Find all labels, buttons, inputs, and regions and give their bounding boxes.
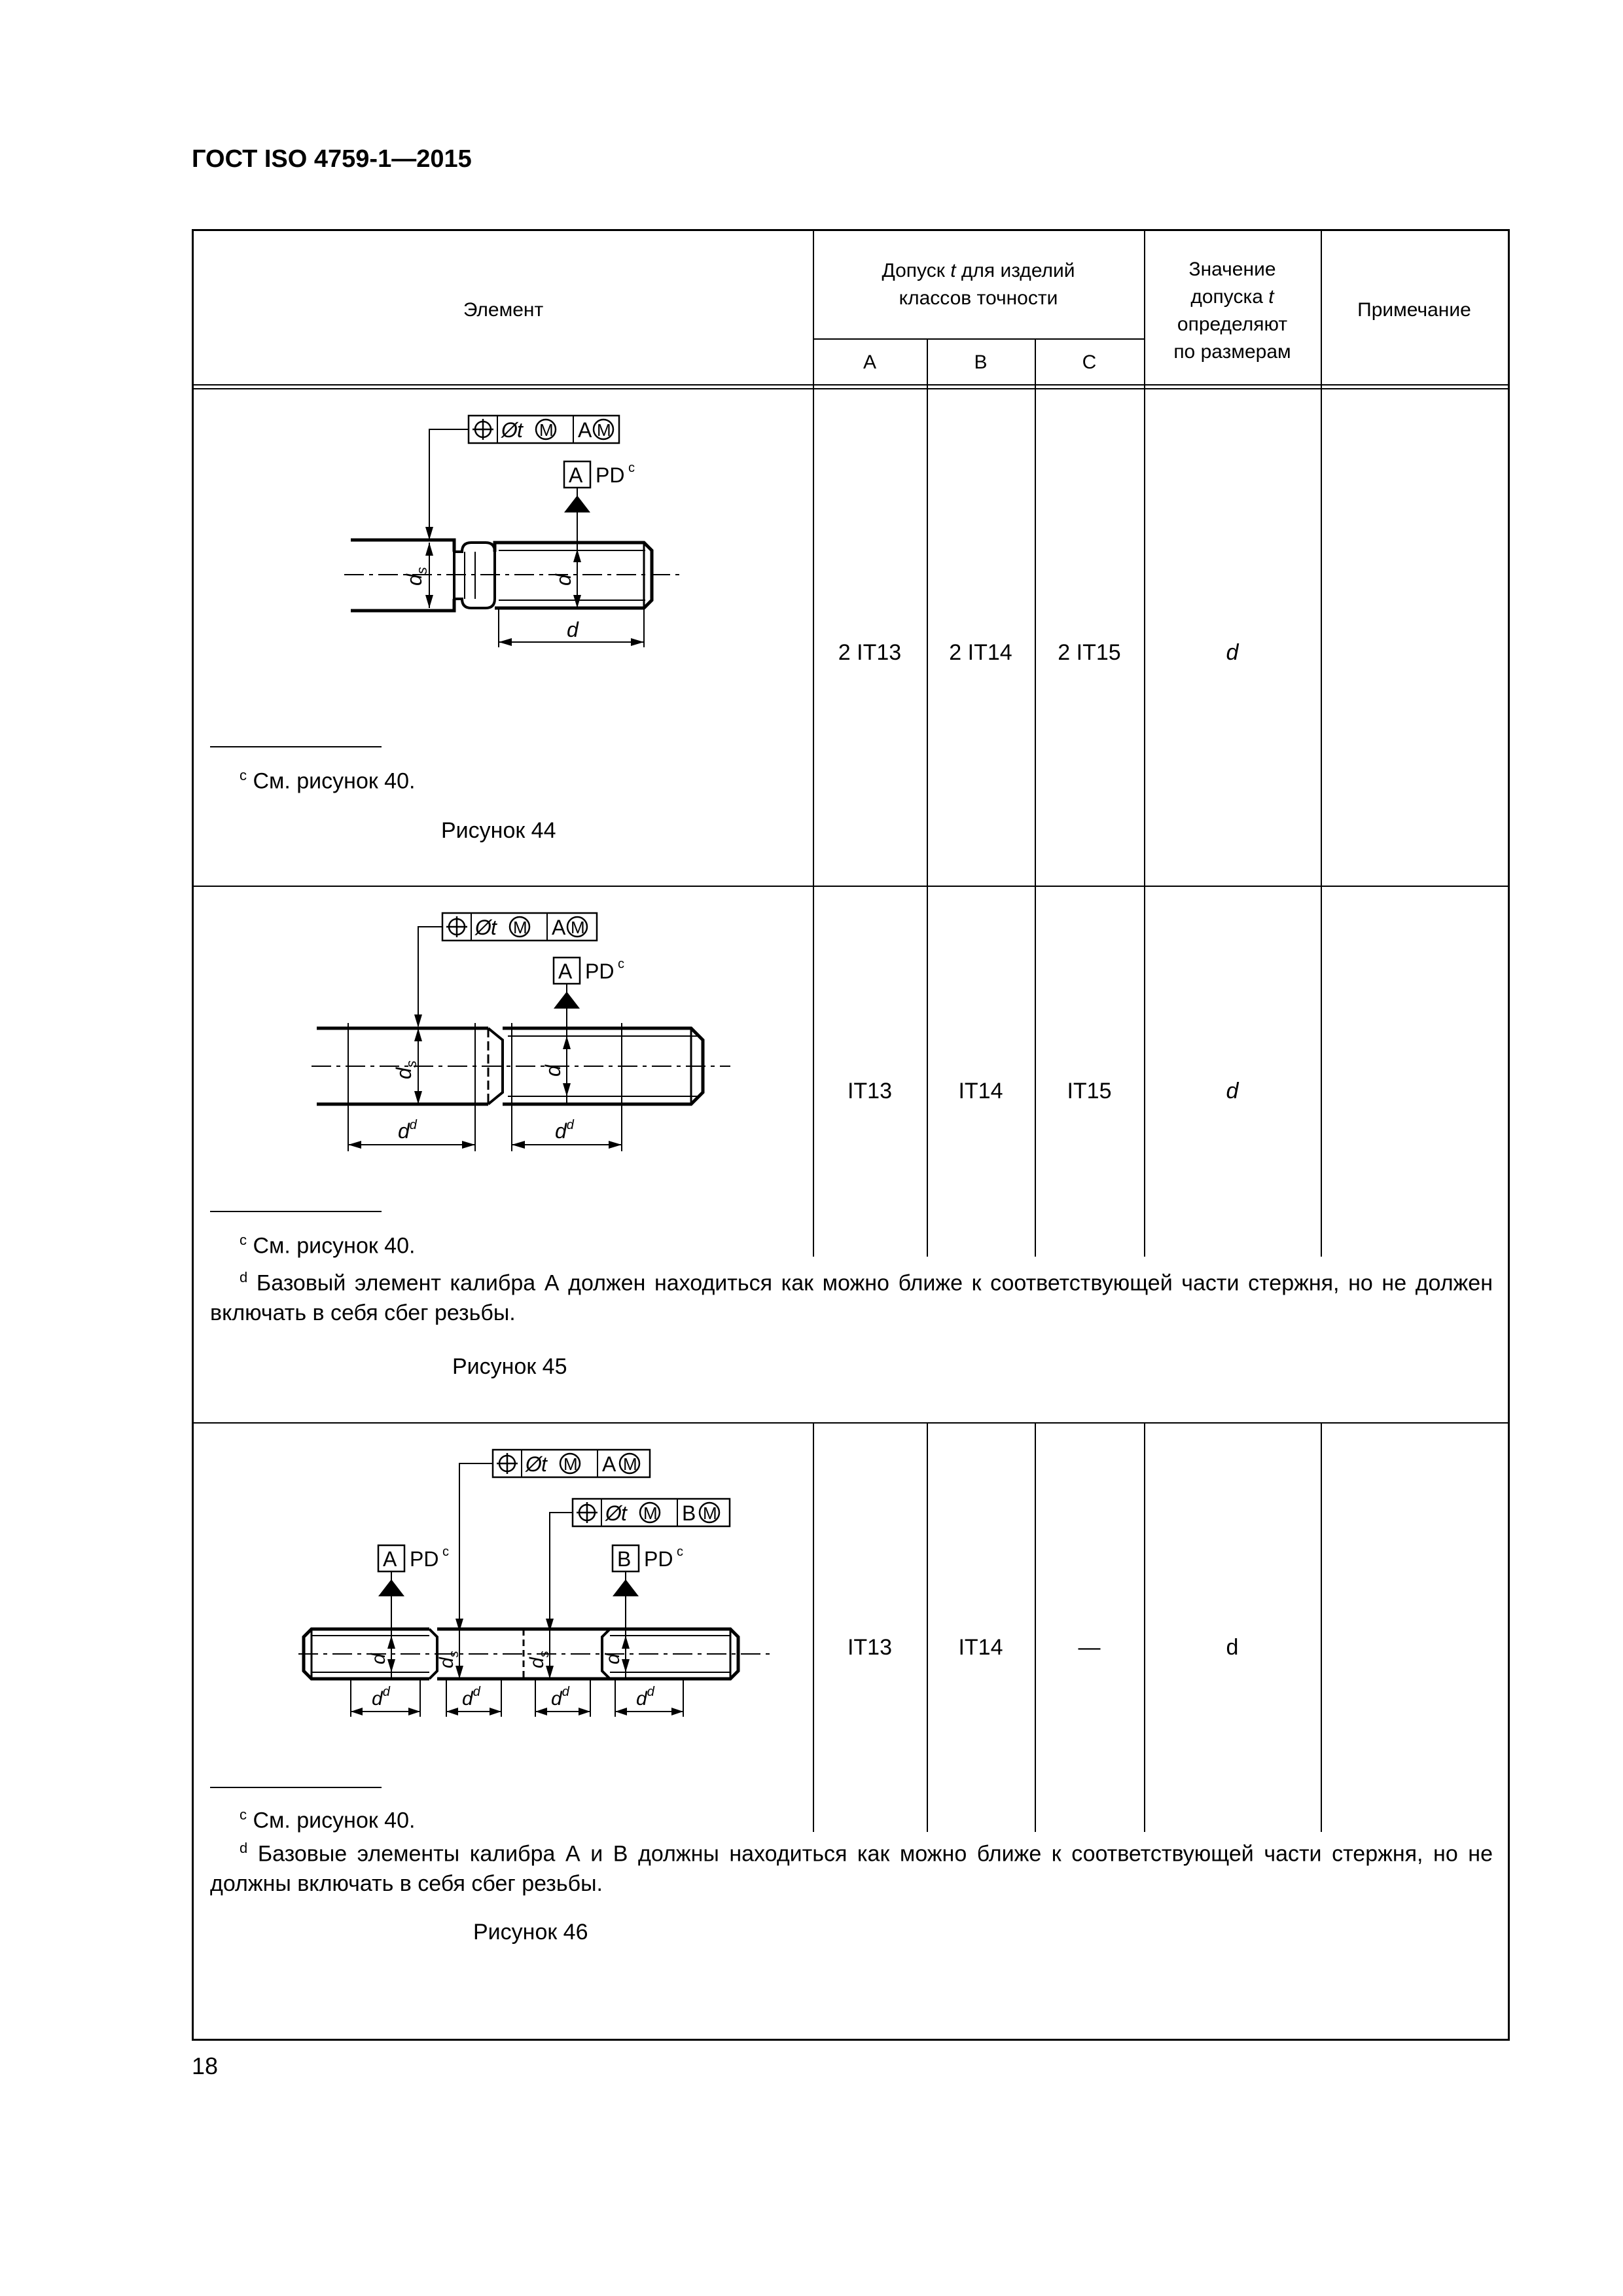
col-divider bbox=[1035, 338, 1036, 1257]
dim-letter: d bbox=[436, 1657, 457, 1668]
row-divider bbox=[813, 338, 1144, 340]
col-divider bbox=[927, 1422, 928, 1832]
tolerance-symbol: t bbox=[517, 418, 523, 442]
pd-superscript: c bbox=[618, 957, 624, 971]
mmc-letter: M bbox=[539, 420, 554, 440]
header-tolerance-text: Допуск bbox=[882, 260, 951, 281]
datum-label: A bbox=[569, 463, 583, 487]
dim-superscript: d bbox=[409, 1118, 417, 1132]
dim-letter: d bbox=[392, 1067, 416, 1079]
footnote-marker: c bbox=[240, 767, 247, 783]
mmc-letter: M bbox=[571, 918, 585, 937]
footnote-text: Базовые элементы калибра А и В должны находиться как можно ближе к соответствующей части стержня, но не должны включать в себя сбег резьбы. bbox=[210, 1841, 1493, 1897]
mmc-letter: M bbox=[563, 1454, 578, 1474]
row3-footnote-c bbox=[240, 1799, 415, 1836]
tolerance-table bbox=[192, 229, 1510, 2041]
page-number: 18 bbox=[192, 2053, 219, 2079]
datum-label: A bbox=[383, 1547, 397, 1571]
footnote-separator bbox=[210, 1211, 382, 1212]
header-value-text: определяют bbox=[1177, 314, 1288, 335]
dim-superscript: d bbox=[382, 1685, 390, 1699]
footnote-text: См. рисунок 40. bbox=[253, 768, 416, 794]
diameter-symbol: Ø bbox=[501, 418, 518, 442]
col-divider bbox=[1035, 1422, 1036, 1832]
mmc-letter: M bbox=[513, 918, 527, 937]
dim-label bbox=[372, 1685, 391, 1710]
row3-caption: Рисунок 46 bbox=[473, 1920, 588, 1945]
mmc-letter: M bbox=[597, 420, 611, 440]
dim-superscript: d bbox=[566, 1118, 574, 1132]
dim-subscript: s bbox=[403, 1060, 419, 1068]
dim-d: d bbox=[567, 618, 579, 641]
tolerance-symbol: t bbox=[621, 1501, 627, 1525]
footnote-marker: d bbox=[240, 1840, 248, 1856]
diameter-symbol: Ø bbox=[475, 916, 491, 939]
row1-footnote-c bbox=[240, 760, 415, 797]
row1-class-b: 2 IT14 bbox=[949, 640, 1012, 665]
datum-ref: A bbox=[552, 916, 566, 939]
header-tolerance-text: для изделий bbox=[955, 260, 1075, 281]
datum-ref: B bbox=[682, 1501, 696, 1525]
footnote-separator bbox=[210, 1787, 382, 1788]
header-value-text: по размерам bbox=[1173, 341, 1291, 363]
pd-superscript: c bbox=[628, 461, 635, 475]
header-note: Примечание bbox=[1357, 299, 1471, 321]
col-divider bbox=[927, 338, 928, 1257]
row2-class-b: IT14 bbox=[958, 1079, 1003, 1103]
figure-44-drawing bbox=[344, 414, 711, 702]
row-divider bbox=[194, 1422, 1508, 1424]
row2-footnote-d bbox=[210, 1263, 1493, 1328]
dim-letter: d bbox=[636, 1688, 647, 1710]
dim-letter: d bbox=[398, 1119, 410, 1143]
row1-class-a: 2 IT13 bbox=[838, 640, 902, 665]
dim-d: d bbox=[368, 1653, 389, 1664]
pd-label: PD bbox=[644, 1547, 673, 1571]
mmc-letter: M bbox=[703, 1503, 717, 1523]
dim-superscript: d bbox=[562, 1685, 569, 1699]
row2-footnote-c bbox=[240, 1225, 415, 1261]
row1-class-c: 2 IT15 bbox=[1058, 640, 1121, 665]
row2-class-c: IT15 bbox=[1067, 1079, 1112, 1103]
row-divider bbox=[194, 384, 1508, 386]
dim-ds bbox=[392, 1060, 419, 1079]
footnote-marker: c bbox=[240, 1232, 247, 1248]
dim-letter: d bbox=[402, 574, 426, 586]
row3-class-a: IT13 bbox=[847, 1635, 893, 1660]
col-divider bbox=[1321, 1422, 1322, 1832]
diameter-symbol: Ø bbox=[526, 1452, 542, 1476]
dim-d: d bbox=[602, 1653, 624, 1664]
col-divider bbox=[1144, 1422, 1145, 1832]
dim-ds bbox=[402, 567, 430, 586]
document-header: ГОСТ ISO 4759-1—2015 bbox=[192, 145, 472, 173]
datum-ref: A bbox=[578, 418, 592, 442]
footnote-marker: d bbox=[240, 1269, 248, 1285]
diameter-symbol: Ø bbox=[605, 1501, 622, 1525]
tolerance-symbol: t bbox=[491, 916, 497, 939]
header-value-text: допуска bbox=[1190, 286, 1263, 308]
mmc-letter: M bbox=[643, 1503, 658, 1523]
header-value-by bbox=[1144, 256, 1321, 366]
row2-caption: Рисунок 45 bbox=[452, 1354, 567, 1379]
datum-ref: A bbox=[602, 1452, 616, 1476]
dim-label bbox=[555, 1118, 575, 1143]
row3-class-b: IT14 bbox=[958, 1635, 1003, 1660]
header-class-c: C bbox=[1082, 351, 1097, 373]
row3-footnote-d bbox=[210, 1833, 1493, 1899]
header-class-a: A bbox=[863, 351, 876, 373]
dim-d: d bbox=[541, 1065, 565, 1077]
dim-label bbox=[462, 1685, 481, 1710]
dim-label bbox=[636, 1685, 655, 1710]
pd-label: PD bbox=[410, 1547, 439, 1571]
dim-label bbox=[551, 1685, 570, 1710]
header-element: Элемент bbox=[463, 299, 544, 321]
row1-value-by: d bbox=[1226, 640, 1239, 665]
row2-value-by: d bbox=[1226, 1079, 1239, 1103]
footnote-text: См. рисунок 40. bbox=[253, 1233, 416, 1259]
footnote-separator bbox=[210, 746, 382, 747]
dim-letter: d bbox=[372, 1688, 383, 1710]
dim-letter: d bbox=[526, 1657, 548, 1668]
col-divider bbox=[813, 1422, 814, 1832]
row-divider bbox=[194, 388, 1508, 389]
dim-d: d bbox=[552, 574, 575, 586]
dim-subscript: s bbox=[537, 1651, 552, 1658]
header-tolerance bbox=[813, 257, 1144, 312]
dim-subscript: s bbox=[414, 567, 430, 575]
row3-value-by: d bbox=[1226, 1635, 1239, 1660]
footnote-text: Базовый элемент калибра А должен находиться как можно ближе к соответствующей части стержня, но не должен включать в себя сбег резьбы. bbox=[210, 1270, 1493, 1326]
footnote-text: См. рисунок 40. bbox=[253, 1808, 416, 1833]
figure-46-drawing bbox=[298, 1448, 796, 1736]
dim-label bbox=[398, 1118, 418, 1143]
header-class-b: B bbox=[974, 351, 988, 373]
dim-letter: d bbox=[551, 1688, 562, 1710]
mmc-letter: M bbox=[623, 1454, 637, 1474]
header-value-text: Значение bbox=[1188, 259, 1276, 280]
datum-label: B bbox=[617, 1547, 632, 1571]
row3-class-c: — bbox=[1078, 1635, 1101, 1660]
figure-45-drawing bbox=[312, 912, 757, 1200]
dim-letter: d bbox=[555, 1119, 567, 1143]
pd-label: PD bbox=[585, 960, 615, 983]
pd-superscript: c bbox=[442, 1545, 449, 1559]
dim-superscript: d bbox=[647, 1685, 654, 1699]
dim-letter: d bbox=[462, 1688, 473, 1710]
row-divider bbox=[194, 886, 1508, 887]
row2-class-a: IT13 bbox=[847, 1079, 893, 1103]
datum-label: A bbox=[558, 960, 573, 983]
header-tolerance-symbol: t bbox=[950, 260, 956, 281]
tolerance-symbol: t bbox=[541, 1452, 547, 1476]
dim-superscript: d bbox=[473, 1685, 480, 1699]
pd-label: PD bbox=[596, 463, 625, 487]
footnote-marker: c bbox=[240, 1806, 247, 1823]
header-value-symbol: t bbox=[1268, 286, 1274, 308]
dim-subscript: s bbox=[447, 1651, 461, 1658]
row1-caption: Рисунок 44 bbox=[441, 818, 556, 843]
header-tolerance-classes: классов точности bbox=[899, 287, 1058, 309]
pd-superscript: c bbox=[677, 1545, 683, 1559]
